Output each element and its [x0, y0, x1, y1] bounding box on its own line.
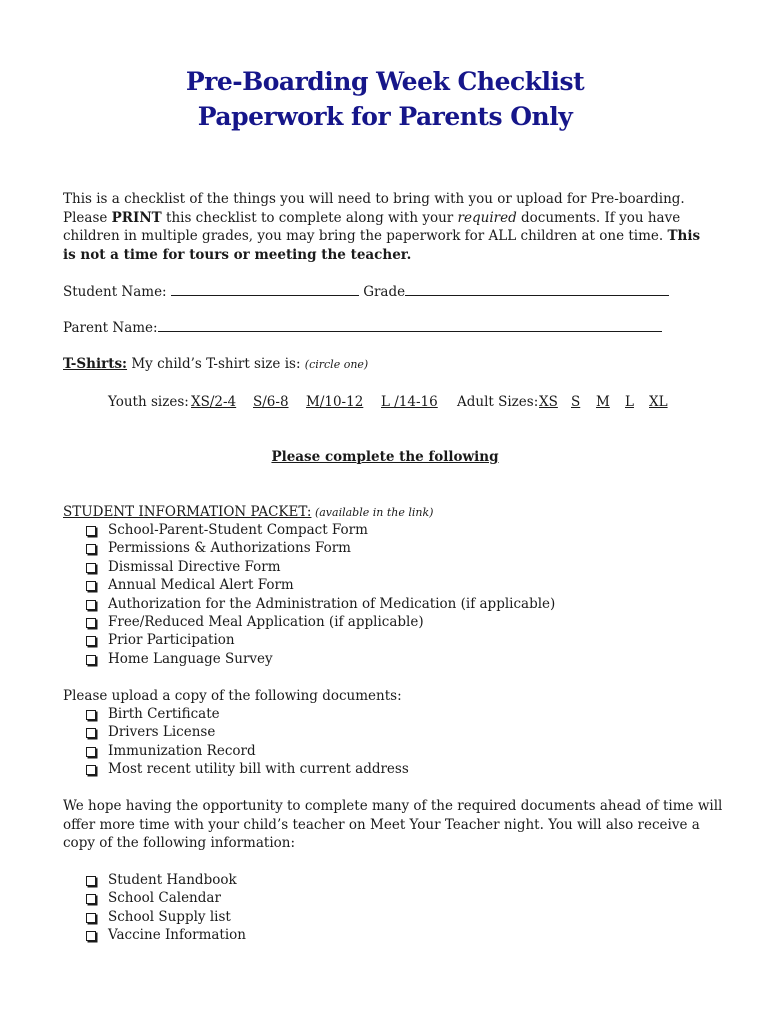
adult-size-option[interactable]: XL: [649, 394, 668, 410]
adult-size-option[interactable]: M: [596, 394, 610, 410]
adult-sizes-label: Adult Sizes:: [457, 394, 539, 410]
document-title: Pre-Boarding Week Checklist: [185, 67, 585, 96]
checkbox-icon[interactable]: [86, 581, 96, 591]
tshirt-label: T-Shirts:: [63, 356, 128, 372]
grade-label: Grade: [358, 284, 406, 300]
checkbox-icon[interactable]: [86, 913, 96, 923]
checkbox-icon[interactable]: [86, 563, 96, 573]
checklist-item: School-Parent-Student Compact Form: [86, 521, 555, 539]
adult-size-option[interactable]: L: [625, 394, 634, 410]
checkbox-icon[interactable]: [86, 931, 96, 941]
parent-name-label: Parent Name:: [63, 320, 158, 336]
checklist-item: Prior Participation: [86, 631, 555, 649]
checklist-item: Free/Reduced Meal Application (if applicable): [86, 613, 555, 631]
checklist-item: Home Language Survey: [86, 650, 555, 668]
adult-size-option[interactable]: S: [571, 394, 581, 410]
info-checklist: [86, 871, 246, 945]
student-name-label: Student Name:: [63, 284, 171, 300]
checklist-item: School Supply list: [86, 908, 246, 926]
checkbox-icon[interactable]: [86, 600, 96, 610]
upload-heading: Please upload a copy of the following documents:: [63, 688, 402, 704]
grade-field[interactable]: [405, 282, 669, 296]
checklist-item: Dismissal Directive Form: [86, 558, 555, 576]
checkbox-icon[interactable]: [86, 876, 96, 886]
section-heading: Please complete the following: [271, 449, 499, 465]
checklist-item: Annual Medical Alert Form: [86, 576, 555, 594]
youth-size-option[interactable]: L /14-16: [381, 394, 438, 410]
adult-size-option[interactable]: XS: [539, 394, 558, 410]
checkbox-icon[interactable]: [86, 544, 96, 554]
youth-sizes-label: Youth sizes:: [108, 394, 189, 410]
checkbox-icon[interactable]: [86, 728, 96, 738]
checklist-item: Student Handbook: [86, 871, 246, 889]
document-subtitle: Paperwork for Parents Only: [197, 102, 573, 131]
checkbox-icon[interactable]: [86, 894, 96, 904]
checkbox-icon[interactable]: [86, 526, 96, 536]
packet-checklist: [86, 521, 555, 668]
parent-name-row: [63, 318, 662, 338]
student-name-row: [63, 282, 669, 302]
checklist-item: Most recent utility bill with current address: [86, 760, 409, 778]
checkbox-icon[interactable]: [86, 710, 96, 720]
packet-note: (available in the link): [311, 506, 434, 519]
student-name-field[interactable]: [171, 282, 359, 296]
checklist-item: Drivers License: [86, 723, 409, 741]
checklist-item: Vaccine Information: [86, 926, 246, 944]
packet-heading: [63, 503, 433, 523]
checklist-item: School Calendar: [86, 889, 246, 907]
checklist-item: Permissions & Authorizations Form: [86, 539, 555, 557]
checkbox-icon[interactable]: [86, 655, 96, 665]
tshirt-row: T-Shirts: My child’s T-shirt size is: (circle one): [63, 356, 369, 372]
checkbox-icon[interactable]: [86, 747, 96, 757]
closing-paragraph: We hope having the opportunity to complete many of the required documents ahead of time will offer more time with your child’s teacher on Meet Your Teacher night. You will also receive a copy of the following information:: [63, 798, 723, 851]
youth-size-option[interactable]: XS/2-4: [191, 394, 237, 410]
intro-paragraph: This is a checklist of the things you will need to bring with you or upload for Pre-boarding. Please PRINT this checklist to complete along with your required documents. If you have children in multiple grades, you may bring the paperwork for ALL children at one time. This is not a time for tours or meeting the teacher.: [63, 191, 701, 263]
checkbox-icon[interactable]: [86, 765, 96, 775]
checklist-item: Birth Certificate: [86, 705, 409, 723]
upload-checklist: [86, 705, 409, 779]
tshirt-note: (circle one): [304, 358, 369, 371]
youth-size-option[interactable]: M/10-12: [306, 394, 364, 410]
parent-name-field[interactable]: [158, 318, 662, 332]
packet-label: STUDENT INFORMATION PACKET:: [63, 504, 312, 520]
checkbox-icon[interactable]: [86, 618, 96, 628]
youth-size-option[interactable]: S/6-8: [253, 394, 289, 410]
checkbox-icon[interactable]: [86, 636, 96, 646]
checklist-item: Immunization Record: [86, 742, 409, 760]
checklist-item: Authorization for the Administration of Medication (if applicable): [86, 595, 555, 613]
